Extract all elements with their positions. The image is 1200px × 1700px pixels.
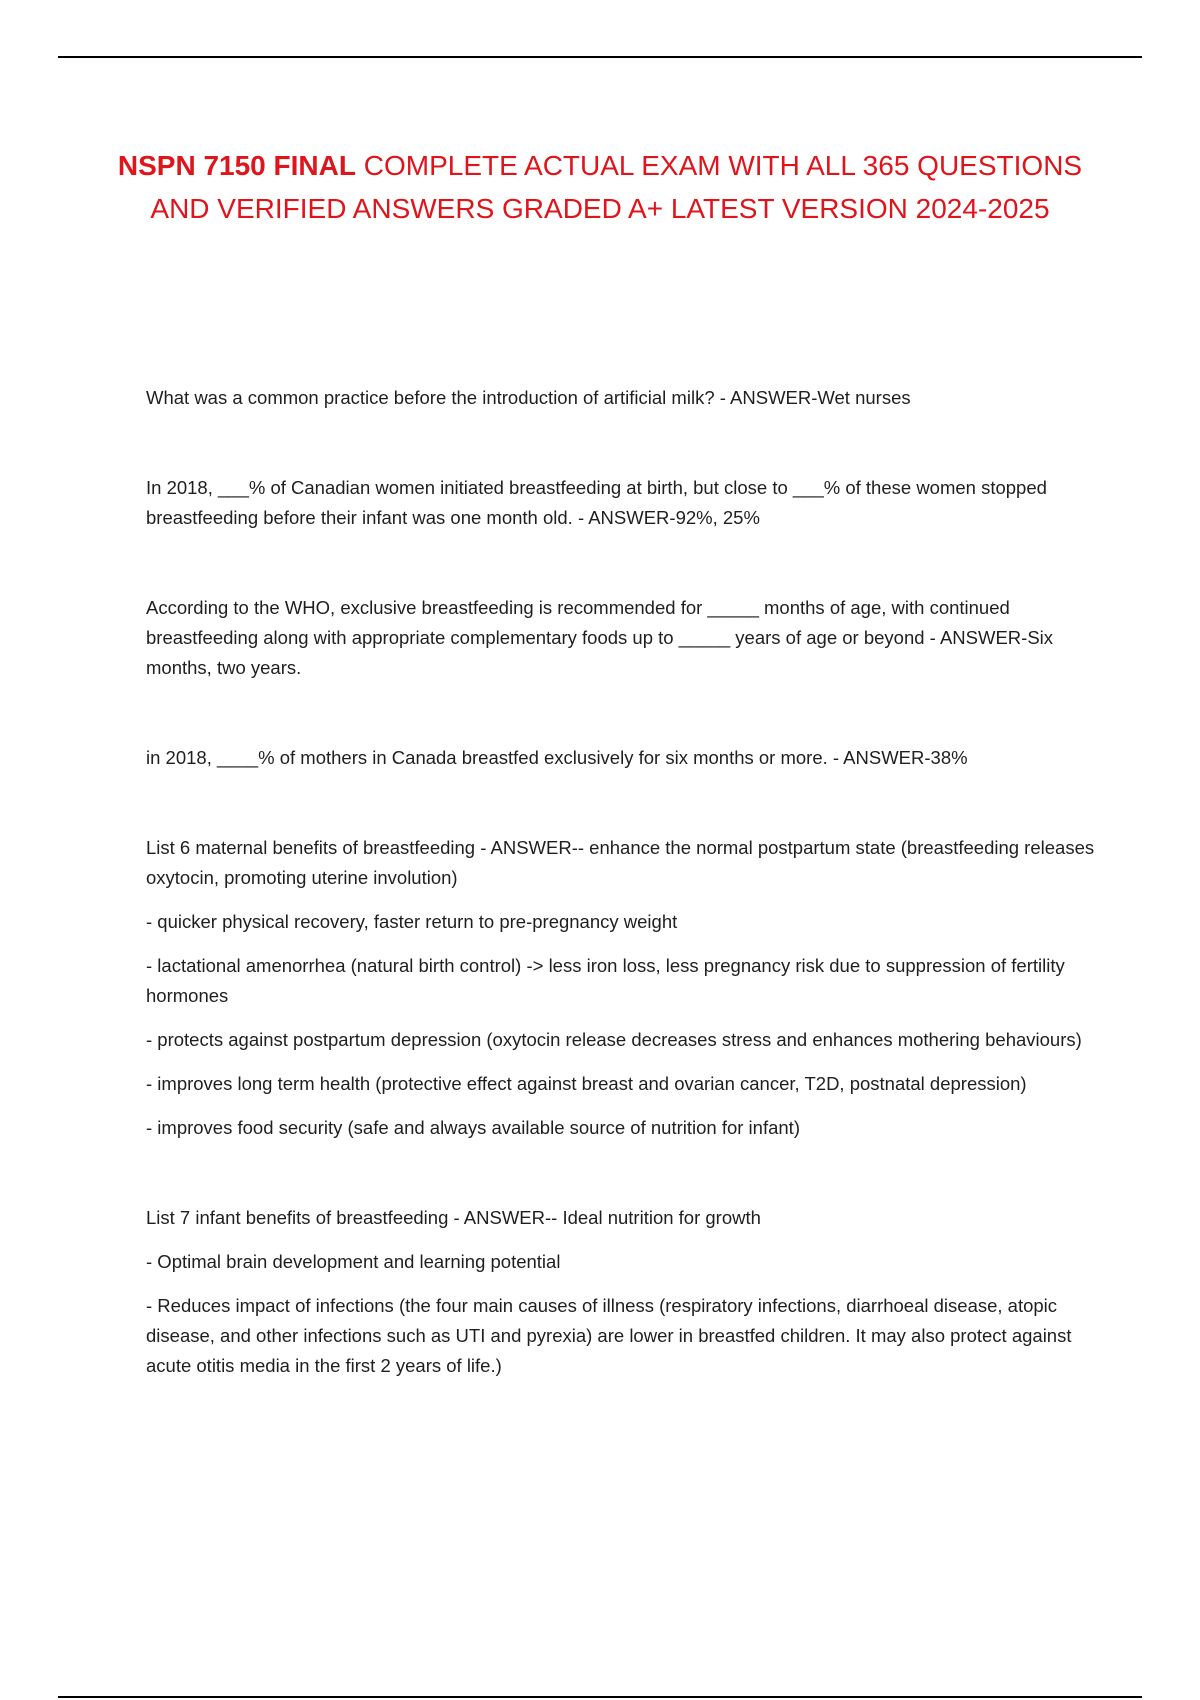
qa-text: According to the WHO, exclusive breastfeeding is recommended for _____ months of age, with continued breastfeeding along with appropriate complementary foods up to _____ years of age or beyond - ANSWER-Six months, two years. bbox=[146, 597, 1054, 678]
qa-item bbox=[146, 593, 1096, 683]
qa-item bbox=[146, 383, 1096, 413]
top-rule bbox=[58, 56, 1142, 58]
qa-text: in 2018, ____% of mothers in Canada breastfed exclusively for six months or more. - ANSWER-38% bbox=[146, 747, 968, 768]
qa-item bbox=[146, 743, 1096, 773]
qa-item bbox=[146, 833, 1096, 1143]
qa-text: What was a common practice before the introduction of artificial milk? - ANSWER-Wet nurses bbox=[146, 387, 911, 408]
qa-item bbox=[146, 473, 1096, 533]
qa-item bbox=[146, 1203, 1096, 1381]
document-title bbox=[100, 144, 1100, 230]
qa-text: List 7 infant benefits of breastfeeding - ANSWER-- Ideal nutrition for growth bbox=[146, 1207, 761, 1228]
qa-detail: - improves long term health (protective effect against breast and ovarian cancer, T2D, postnatal depression) bbox=[146, 1073, 1027, 1094]
bottom-rule bbox=[58, 1696, 1142, 1698]
qa-detail: - Optimal brain development and learning potential bbox=[146, 1251, 561, 1272]
qa-text: In 2018, ___% of Canadian women initiated breastfeeding at birth, but close to ___% of these women stopped breastfeeding before their infant was one month old. - ANSWER-92%, 25% bbox=[146, 477, 1047, 528]
qa-detail: - Reduces impact of infections (the four main causes of illness (respiratory infections, diarrhoeal disease, atopic disease, and other infections such as UTI and pyrexia) are lower in breastfed children. It may also protect against acute otitis media in the first 2 years of life.) bbox=[146, 1295, 1072, 1376]
qa-detail: - quicker physical recovery, faster return to pre-pregnancy weight bbox=[146, 911, 678, 932]
title-description: COMPLETE ACTUAL EXAM WITH ALL 365 QUESTIONS AND VERIFIED ANSWERS GRADED A+ LATEST VERSION 2024-2025 bbox=[150, 150, 1083, 224]
qa-text: List 6 maternal benefits of breastfeeding - ANSWER-- enhance the normal postpartum state (breastfeeding releases oxytocin, promoting uterine involution) bbox=[146, 837, 1095, 888]
qa-detail: - improves food security (safe and always available source of nutrition for infant) bbox=[146, 1117, 800, 1138]
qa-list bbox=[146, 383, 1096, 1381]
title-course-code: NSPN 7150 FINAL bbox=[117, 150, 356, 181]
qa-detail: - lactational amenorrhea (natural birth control) -> less iron loss, less pregnancy risk due to suppression of fertility hormones bbox=[146, 955, 1065, 1006]
qa-detail: - protects against postpartum depression (oxytocin release decreases stress and enhances mothering behaviours) bbox=[146, 1029, 1082, 1050]
